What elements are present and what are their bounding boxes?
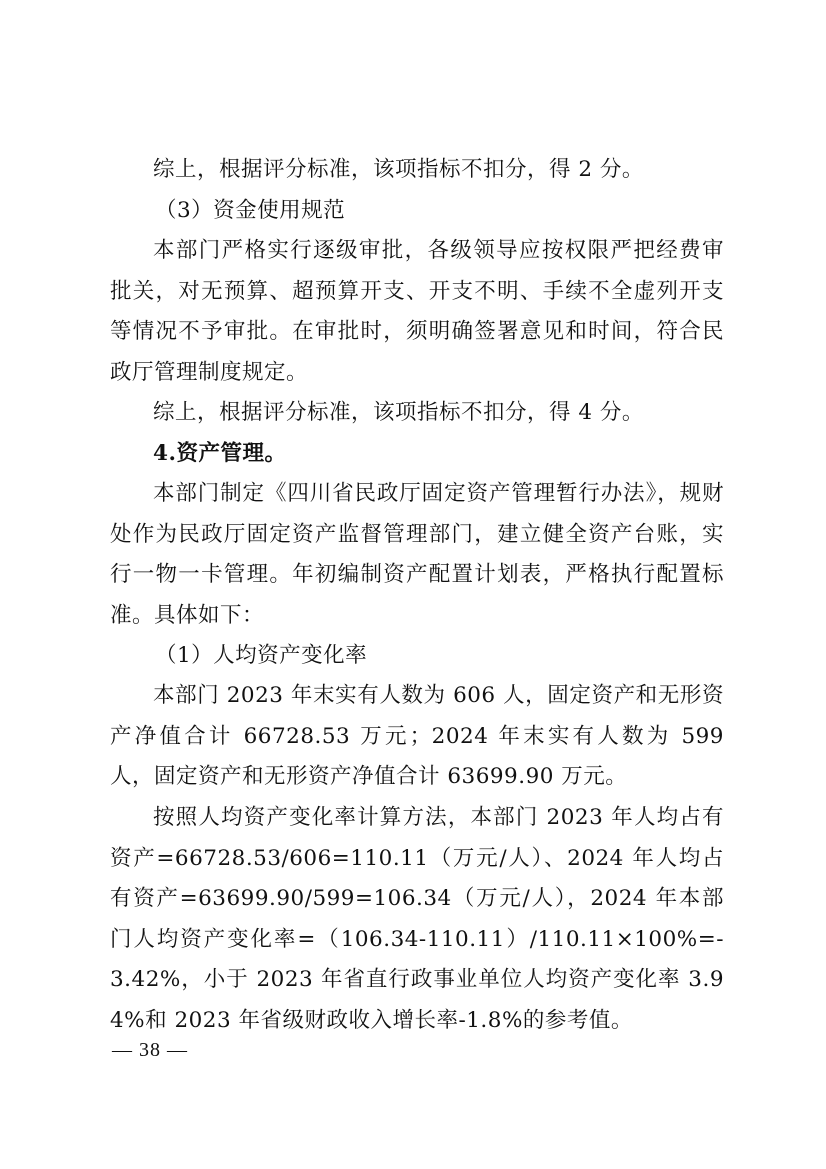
paragraph-fund-approval: 本部门严格实行逐级审批，各级领导应按权限严把经费审批关，对无预算、超预算开支、开支不明、手续不全虚列开支等情况不予审批。在审批时，须明确签署意见和时间，符合民政厅管理制度规定。 bbox=[110, 238, 724, 385]
paragraph-score-summary-2: 综上，根据评分标准，该项指标不扣分，得 4 分。 bbox=[153, 400, 644, 425]
page-number: — 38 — bbox=[112, 1039, 188, 1061]
section-heading-asset-management: 4.资产管理。 bbox=[153, 441, 287, 466]
paragraph-staff-and-assets: 本部门 2023 年末实有人数为 606 人，固定资产和无形资产净值合计 66728.53 万元；2024 年末实有人数为 599 人，固定资产和无形资产净值合计 63699.90 万元。 bbox=[110, 683, 724, 789]
subheading-per-capita-asset-change: （1）人均资产变化率 bbox=[155, 643, 368, 668]
paragraph-asset-management: 本部门制定《四川省民政厅固定资产管理暂行办法》，规财处作为民政厅固定资产监督管理部门，建立健全资产台账，实行一物一卡管理。年初编制资产配置计划表，严格执行配置标准。具体如下： bbox=[110, 481, 724, 628]
paragraph-score-summary-1: 综上，根据评分标准，该项指标不扣分，得 2 分。 bbox=[153, 157, 644, 182]
subheading-fund-usage: （3）资金使用规范 bbox=[155, 198, 346, 223]
paragraph-change-rate-calculation: 按照人均资产变化率计算方法，本部门 2023 年人均占有资产=66728.53/606=110.11（万元/人）、2024 年人均占有资产=63699.90/599=106.34（万元/人），2024 年本部门人均资产变化率=（106.34-110.11）/110.11×100%=-3.42%，小于 2023 年省直行政事业单位人均资产变化率 3.94%和 2023 年省级财政收入增长率-1.8%的参考值。 bbox=[110, 805, 724, 1033]
